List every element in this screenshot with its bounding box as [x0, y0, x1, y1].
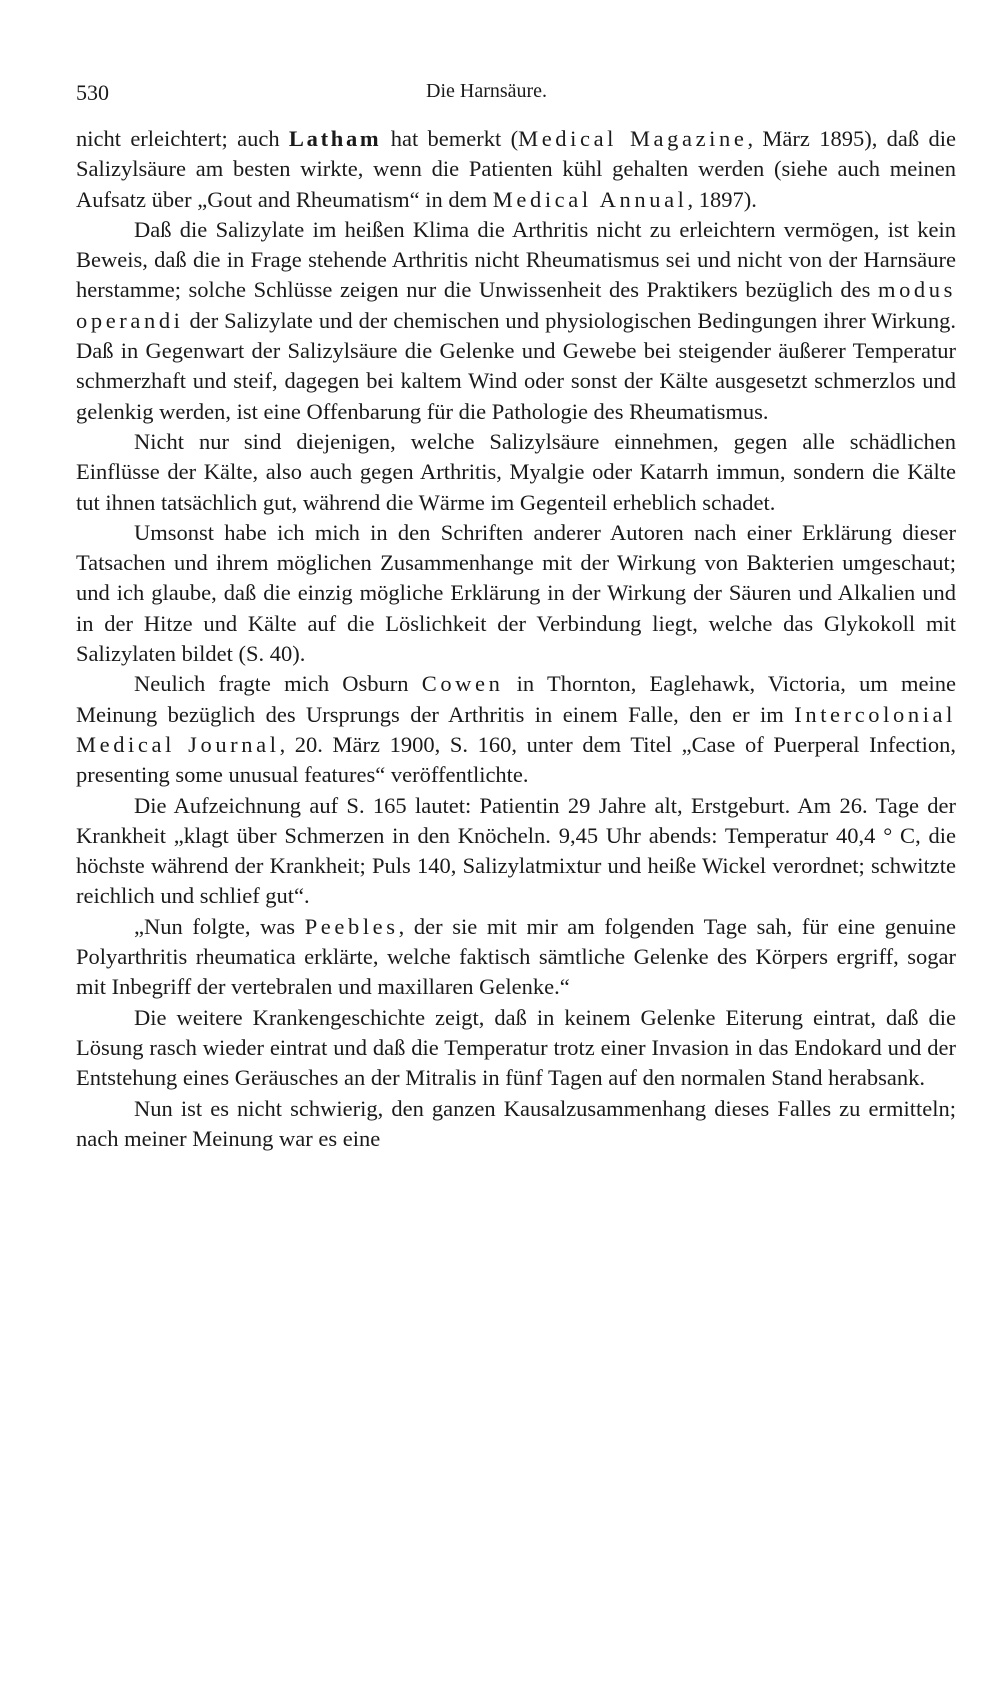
paragraph: [76, 124, 956, 215]
author-name: Peebles: [304, 913, 399, 939]
text-run: , März 1895), daß die Salizylsäure am besten wirkte, wenn die Patienten kühl gehalten werden (siehe auch meinen Aufsatz über „Gout and Rheumatism“ in dem: [76, 126, 956, 212]
author-name: Cowen: [421, 671, 504, 697]
journal-title: Medical Magazine: [518, 126, 748, 151]
paragraph: Umsonst habe ich mich in den Schriften anderer Autoren nach einer Erklärung dieser Tatsachen und ihrem möglichen Zusammenhange mit der Wirkung von Bakterien umgeschaut; und ich glaube, daß die einzig mögliche Erklärung in der Wirkung der Säuren und Alkalien und in der Hitze und Kälte auf die Löslichkeit der Verbindung liegt, welche das Glykokoll mit Salizylaten bildet (S. 40).: [76, 519, 956, 667]
text-run: Daß die Salizylate im heißen Klima die Arthritis nicht zu erleichtern vermögen, ist kein Beweis, daß die in Frage stehende Arthritis nicht Rheumatismus sei und nicht von der Harnsäure herstamme; solche Schlüsse zeigen nur die Unwissenheit des Praktikers bezüglich des: [76, 216, 956, 303]
body-text: [76, 124, 956, 1154]
paragraph: Die Aufzeichnung auf S. 165 lautet: Patientin 29 Jahre alt, Erstgeburt. Am 26. Tage der Krankheit „klagt über Schmerzen in den Knöcheln. 9,45 Uhr abends: Temperatur 40,4 ° C, die höchste während der Krankheit; Puls 140, Salizylatmixtur und heiße Wickel verordnet; schwitzte reichlich und schlief gut“.: [76, 792, 956, 909]
text-run: , 1897).: [687, 186, 757, 212]
page-header: [76, 80, 956, 116]
paragraph: Die weitere Krankengeschichte zeigt, daß in keinem Gelenke Eiterung eintrat, daß die Lösung rasch wieder eintrat und daß die Temperatur trotz einer Invasion in das Endokard und der Entstehung eines Geräusches an der Mitralis in fünf Tagen auf den normalen Stand herabsank.: [76, 1004, 956, 1091]
text-run: hat bemerkt (: [381, 126, 519, 151]
paragraph: Nun ist es nicht schwierig, den ganzen Kausalzusammenhang dieses Falles zu ermitteln; nach meiner Meinung war es eine: [76, 1095, 956, 1151]
paragraph: [76, 912, 956, 1003]
text-run: nicht erleichtert; auch: [76, 126, 289, 151]
text-run: der Salizylate und der chemischen und physiologischen Bedingungen ihrer Wirkung. Daß in Gegenwart der Salizylsäure die Gelenke und Gewebe bei steigender äußerer Temperatur schmerzhaft und steif, dagegen bei kaltem Wind oder sonst der Kälte ausgesetzt schmerzlos und gelenkig werden, ist eine Offenbarung für die Pathologie des Rheumatismus.: [76, 307, 956, 424]
text-run: „Nun folgte, was: [134, 913, 305, 939]
text-run: , 20. März 1900, S. 160, unter dem Titel „Case of Puerperal Infection, presenting some unusual features“ veröffentlichte.: [76, 731, 956, 788]
journal-title: Medical Annual: [492, 186, 688, 212]
document-page: [76, 80, 956, 1154]
paragraph: [76, 215, 956, 427]
text-run: , der sie mit mir am folgenden Tage sah, für eine genuine Polyarthritis rheumatica erklärte, welche faktisch sämtliche Gelenke des Körpers ergriff, sogar mit Inbegriff der vertebralen und maxillaren Gelenke.“: [76, 913, 956, 1000]
journal-title: Intercolonial Medical Journal: [76, 701, 956, 757]
text-run: Neulich fragte mich Osburn: [134, 671, 422, 697]
author-name: Latham: [288, 126, 382, 151]
paragraph: Nicht nur sind diejenigen, welche Salizylsäure einnehmen, gegen alle schädlichen Einflüsse der Kälte, also auch gegen Arthritis, Myalgie oder Katarrh immun, sondern die Kälte tut ihnen tatsächlich gut, während die Wärme im Gegenteil erheblich schadet.: [76, 428, 956, 515]
paragraph: [76, 669, 956, 790]
page-number: 530: [76, 80, 109, 105]
emphasis: modus operandi: [76, 277, 956, 333]
text-run: in Thornton, Eaglehawk, Victoria, um meine Meinung bezüglich des Ursprungs der Arthritis in einem Falle, den er im: [76, 671, 956, 727]
running-title: Die Harnsäure.: [426, 80, 548, 102]
